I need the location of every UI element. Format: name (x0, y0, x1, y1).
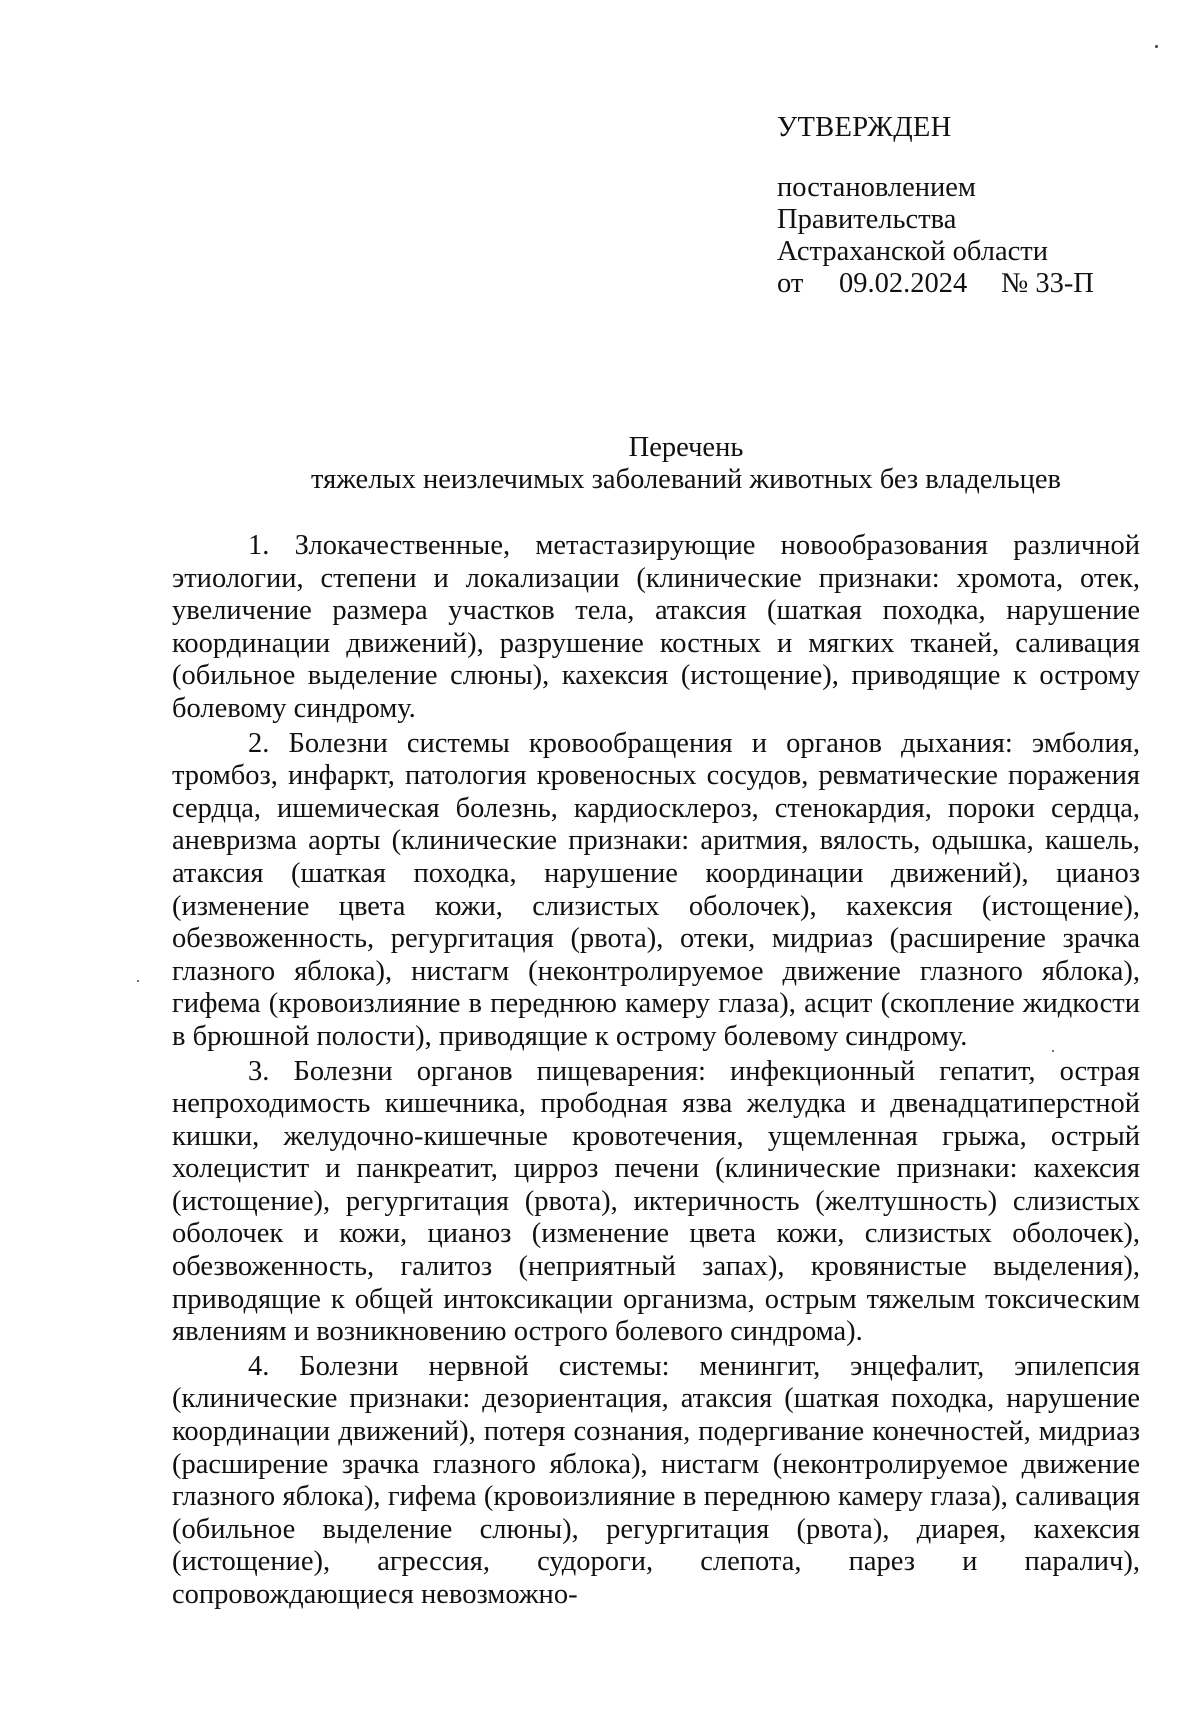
approval-line-2: Правительства (777, 204, 957, 235)
approval-date: 09.02.2024 (839, 268, 968, 299)
approval-line-3: Астраханской области (777, 236, 1048, 267)
approval-number: № 33-П (1001, 268, 1094, 299)
scan-speck (1052, 1050, 1054, 1052)
heading-subtitle: тяжелых неизлечимых заболеваний животных без владельцев (311, 464, 1061, 495)
approval-date-line (777, 268, 1137, 300)
approval-line-1: постановлением (777, 172, 976, 203)
scan-speck (1155, 45, 1158, 48)
heading-title: Перечень (628, 432, 744, 463)
scan-speck (137, 980, 139, 982)
approval-title: УТВЕРЖДЕН (777, 112, 952, 143)
list-item: 1. Злокачественные, метастазирующие новообразования различной этиологии, степени и локализации (клинические признаки: хромота, отек, увеличение размера участков тела, атаксия (шаткая походка, нарушение координации движений), разрушение костных и мягких тканей, саливация (обильное выделение слюны), кахексия (истощение), приводящие к острому болевому синдрому. (172, 530, 1140, 724)
list-item: 4. Болезни нервной системы: менингит, энцефалит, эпилепсия (клинические признаки: дезориентация, атаксия (шаткая походка, нарушение координации движений), потеря сознания, подергивание конечностей, мидриаз (расширение зрачка глазного яблока), нистагм (неконтролируемое движение глазного яблока), гифема (кровоизлияние в переднюю камеру глаза), саливация (обильное выделение слюны), регургитация (рвота), диарея, кахексия (истощение), агрессия, судороги, слепота, парез и паралич), сопровождающиеся невозможно- (172, 1350, 1140, 1610)
document-body (172, 530, 1140, 1614)
list-item: 2. Болезни системы кровообращения и органов дыхания: эмболия, тромбоз, инфаркт, патология кровеносных сосудов, ревматические поражения сердца, ишемическая болезнь, кардиосклероз, стенокардия, пороки сердца, аневризма аорты (клинические признаки: аритмия, вялость, одышка, кашель, атаксия (шаткая походка, нарушение координации движений), цианоз (изменение цвета кожи, слизистых оболочек), кахексия (истощение), обезвоженность, регургитация (рвота), отеки, мидриаз (расширение зрачка глазного яблока), нистагм (неконтролируемое движение глазного яблока), гифема (кровоизлияние в переднюю камеру глаза), асцит (скопление жидкости в брюшной полости), приводящие к острому болевому синдрому. (172, 727, 1140, 1052)
date-label: от (777, 268, 804, 299)
list-item: 3. Болезни органов пищеварения: инфекционный гепатит, острая непроходимость кишечника, прободная язва желудка и двенадцатиперстной кишки, желудочно-кишечные кровотечения, ущемленная грыжа, острый холецистит и панкреатит, цирроз печени (клинические признаки: кахексия (истощение), регургитация (рвота), иктеричность (желтушность) слизистых оболочек и кожи, цианоз (изменение цвета кожи, слизистых оболочек), обезвоженность, галитоз (неприятный запах), кровянистые выделения), приводящие к общей интоксикации организма, острым тяжелым токсическим явлениям и возникновению острого болевого синдрома). (172, 1055, 1140, 1348)
approval-block (777, 112, 1137, 300)
document-heading (170, 432, 1200, 496)
